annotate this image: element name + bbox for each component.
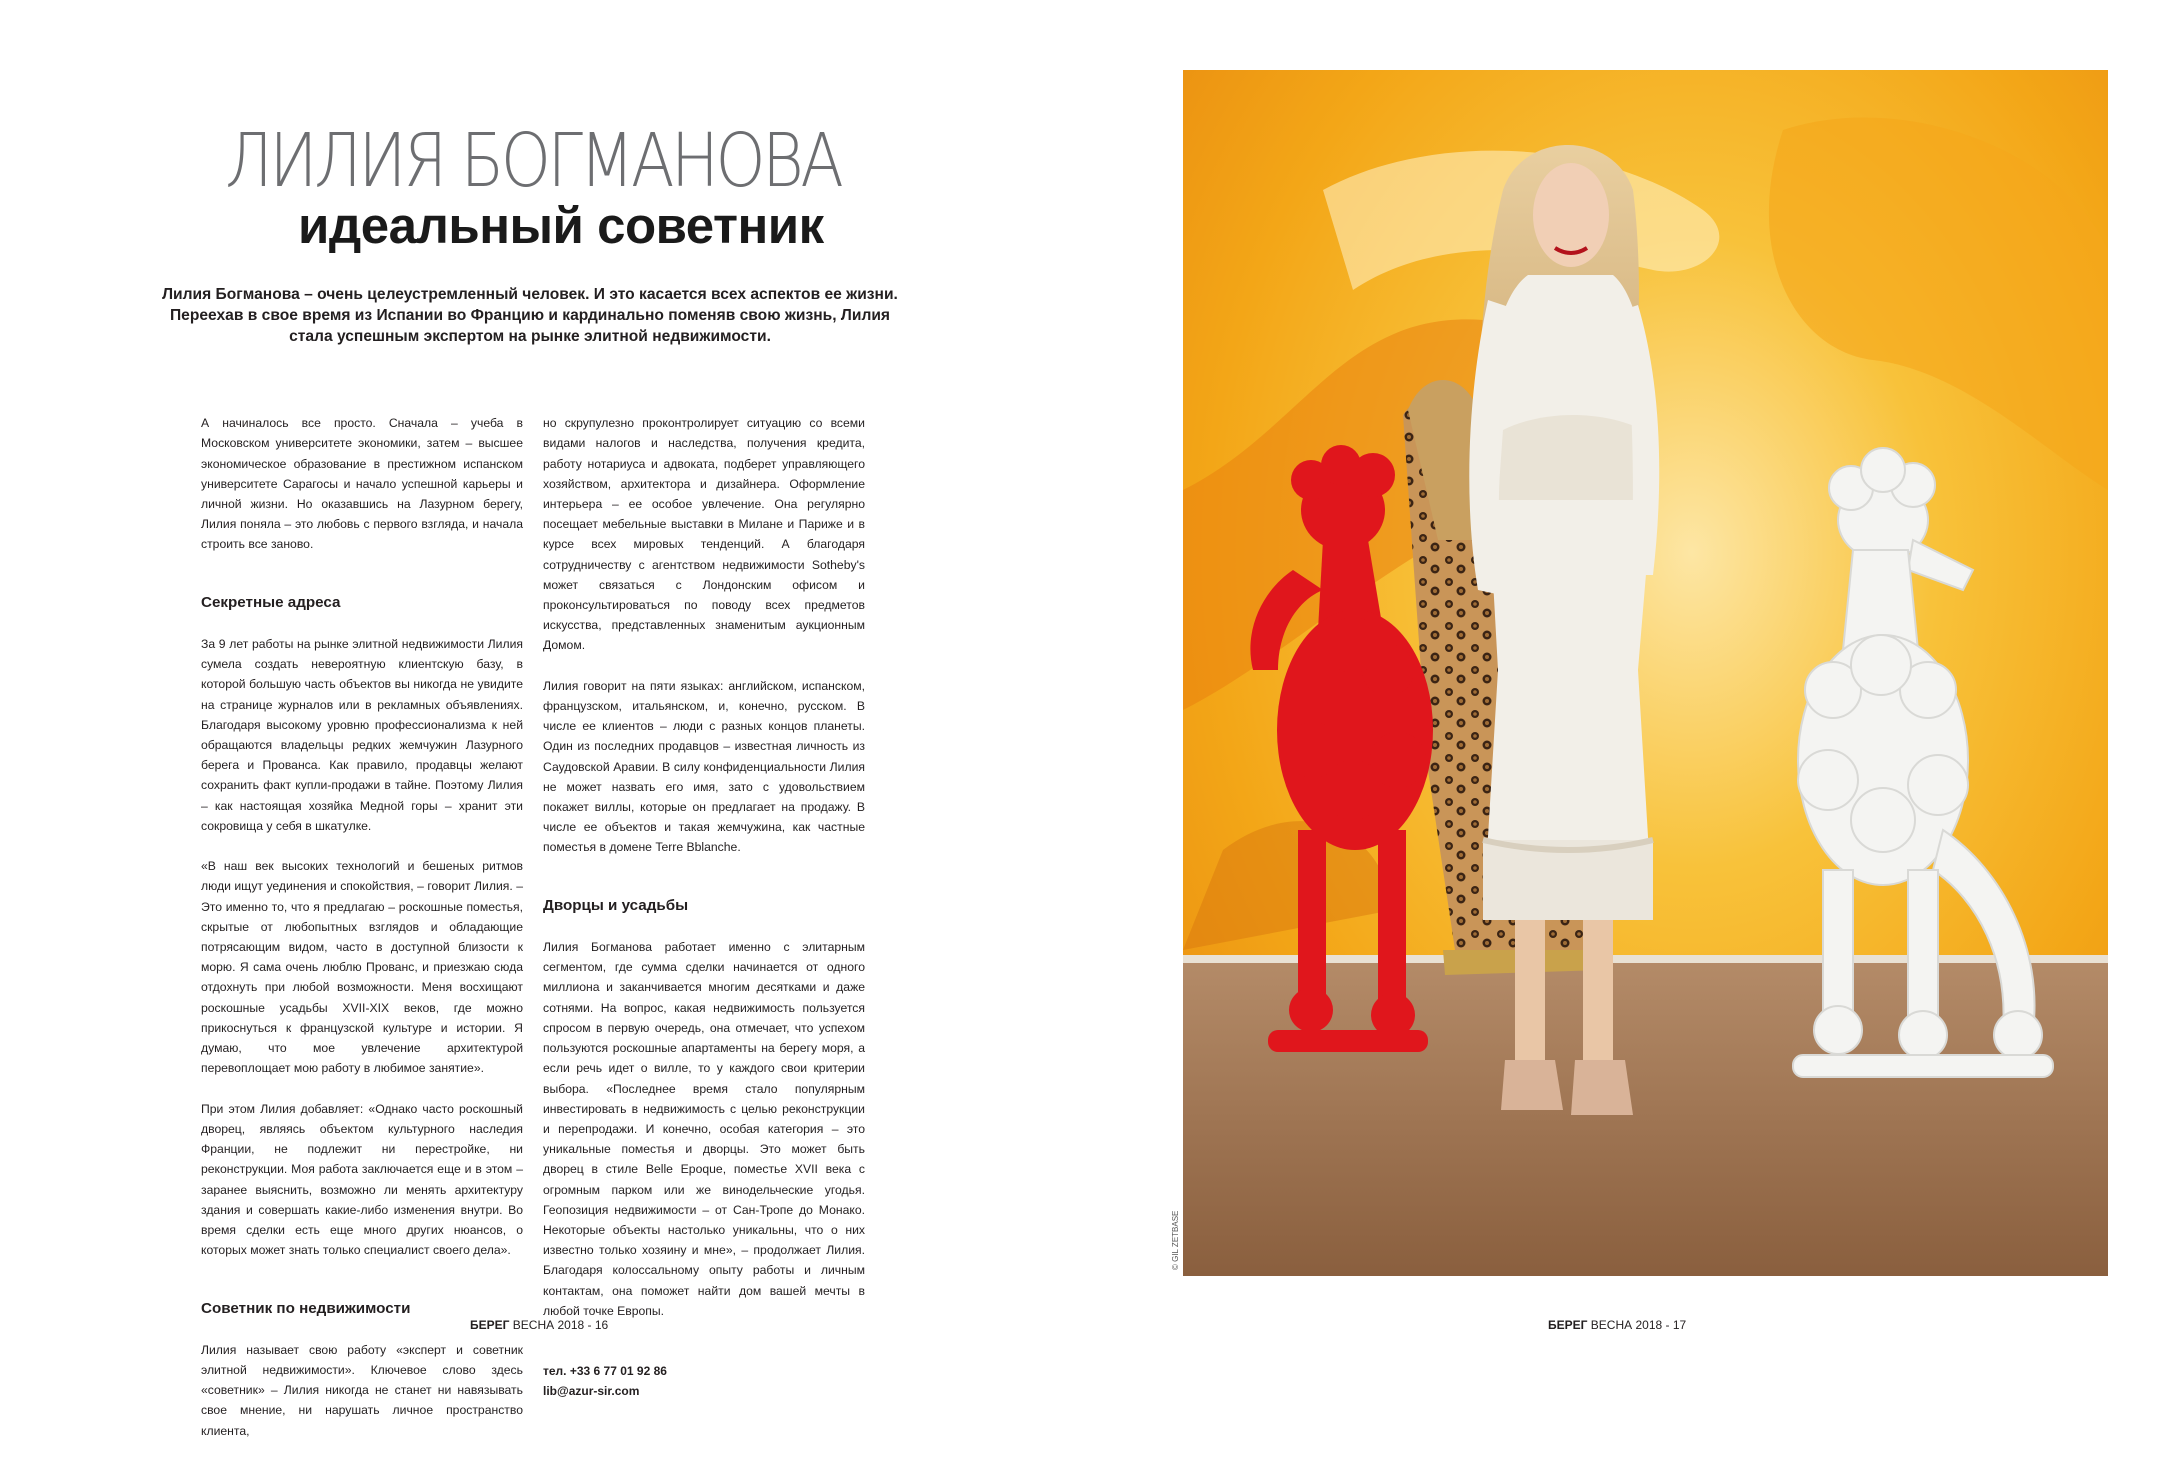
- paragraph: «В наш век высоких технологий и бешеных ритмов люди ищут уединения и спокойствия, – говорит Лилия. – Это именно то, что я предлагаю – роскошные поместья, скрытые от любопытных взглядов и обладающие потрясающим видом, часто в доступной близости к морю. Я сама очень люблю Прованс, и приезжаю сюда отдохнуть при любой возможности. Меня восхищают роскошные усадьбы XVII-XIX веков, где можно прикоснуться к французской культуре и истории. Я думаю, что мое увлечение архитектурой перевоплощает мою работу в любимое занятие».: [201, 859, 523, 1076]
- paragraph: Лилия говорит на пяти языках: английском, испанском, французском, итальянском, и, конечно, русском. В числе ее клиентов – люди с разных концов планеты. Один из последних продавцов – известная личность из Саудовской Аравии. В силу конфиденциальности Лилия не может назвать его имя, зато с удовольствием покажет виллы, которые он предлагает на продажу. В числе ее объектов и такая жемчужина, как частные поместья в домене Terre Bblanche.: [543, 678, 865, 855]
- photo-credit: © GIL ZETBASE: [1171, 1210, 1180, 1270]
- folio-left: [470, 1318, 608, 1332]
- paragraph: Лилия Богманова работает именно с элитарным сегментом, где сумма сделки начинается от одного миллиона и заканчивается многим десятками и даже сотнями. На вопрос, какая недвижимость пользуется спросом в первую очередь, она отмечает, что успехом пользуются роскошные апартаменты на берегу моря, а если речь идет о вилле, то у каждого свои критерии выбора. «Последнее время стало популярным инвестировать в недвижимость с целью реконструкции и перепродажи. И конечно, особая категория – это уникальные поместья и дворцы. Это может быть дворец в стиле Belle Epoque, поместье XVII века с огромным парком или же винодельческие угодья. Геопозиция недвижимости – от Сан-Тропе до Монако. Некоторые объекты настолько уникальны, что о них известно только хозяину и мне», – продолжает Лилия. Благодаря колоссальному опыту работы и личным контактам, она поможет найти дом вашей мечты в любой точке Европы.: [543, 940, 865, 1318]
- folio-text: ВЕСНА 2018 - 16: [509, 1318, 609, 1332]
- paragraph: Лилия называет свою работу «эксперт и советник элитной недвижимости». Ключевое слово здесь «советник» – Лилия никогда не станет ни навязывать свое мнение, ни нарушать личное пространство клиента,: [201, 1342, 523, 1438]
- contact-email[interactable]: lib@azur-sir.com: [543, 1384, 640, 1399]
- section-heading-advisor: Советник по недвижимости: [201, 1299, 411, 1317]
- paragraph: А начиналось все просто. Сначала – учеба в Московском университете экономики, затем – высшее экономическое образование в престижном испанском университете Сарагосы и начало успешной карьеры и личной жизни. Но оказавшись на Лазурном берегу, Лилия поняла – это любовь с первого взгляда, и начала строить все заново.: [201, 416, 523, 552]
- folio-right: [1548, 1318, 1686, 1332]
- text-column-1: [201, 393, 523, 1461]
- folio-brand: БЕРЕГ: [1548, 1318, 1588, 1332]
- paragraph: но скрупулезно проконтролирует ситуацию со всеми видами налогов и наследства, получения кредита, работу нотариуса и адвоката, подберет управляющего хозяйством, архитектора и дизайнера. Оформление интерьера – ее особое увлечение. Она регулярно посещает мебельные выставки в Милане и Париже и в курсе всех мировых тенденций. А благодаря сотрудничеству с агентством недвижимости Sotheby's может связаться с Лондонским офисом и проконсультироваться по поводу всех предметов искусства, представленных знаменитым аукционным Домом.: [543, 416, 865, 653]
- article-lead: Лилия Богманова – очень целеустремленный человек. И это касается всех аспектов ее жизни. Переехав в свое время из Испании во Францию и кардинально поменяв свою жизнь, Лилия стала успешным экспертом на рынке элитной недвижимости.: [162, 286, 898, 345]
- article-title-name: ЛИЛИЯ БОГМАНОВА: [225, 118, 841, 204]
- section-heading-palaces: Дворцы и усадьбы: [543, 896, 689, 914]
- portrait-photo: [1183, 70, 2108, 1276]
- article-title-subtitle: идеальный советник: [298, 197, 824, 254]
- text-column-2: [543, 393, 865, 1421]
- section-heading-secret-addresses: Секретные адреса: [201, 593, 341, 611]
- paragraph: При этом Лилия добавляет: «Однако часто роскошный дворец, являясь объектом культурного наследия Франции, не подлежит ни перестройке, ни реконструкции. Моя работа заключается еще и в этом – заранее выяснить, возможно ли менять архитектуру здания и совершать какие-либо изменения внутри. Во время сделки есть еще много других нюансов, о которых может знать только специалист своего дела».: [201, 1101, 523, 1258]
- paragraph: За 9 лет работы на рынке элитной недвижимости Лилия сумела создать невероятную клиентскую базу, в которой большую часть объектов вы никогда не увидите на странице журналов или в рекламных объявлениях. Благодаря высокому уровню профессионализма к ней обращаются владельцы редких жемчужин Лазурного берега и Прованса. Как правило, продавцы желают сохранить факт купли-продажи в тайне. Поэтому Лилия – как настоящая хозяйка Медной горы – хранит эти сокровища у себя в шкатулке.: [201, 637, 523, 833]
- contact-block: [543, 1361, 865, 1401]
- folio-text: ВЕСНА 2018 - 17: [1587, 1318, 1687, 1332]
- contact-phone: тел. +33 6 77 01 92 86: [543, 1364, 667, 1379]
- left-page: [0, 0, 1079, 1438]
- folio-brand: БЕРЕГ: [470, 1318, 510, 1332]
